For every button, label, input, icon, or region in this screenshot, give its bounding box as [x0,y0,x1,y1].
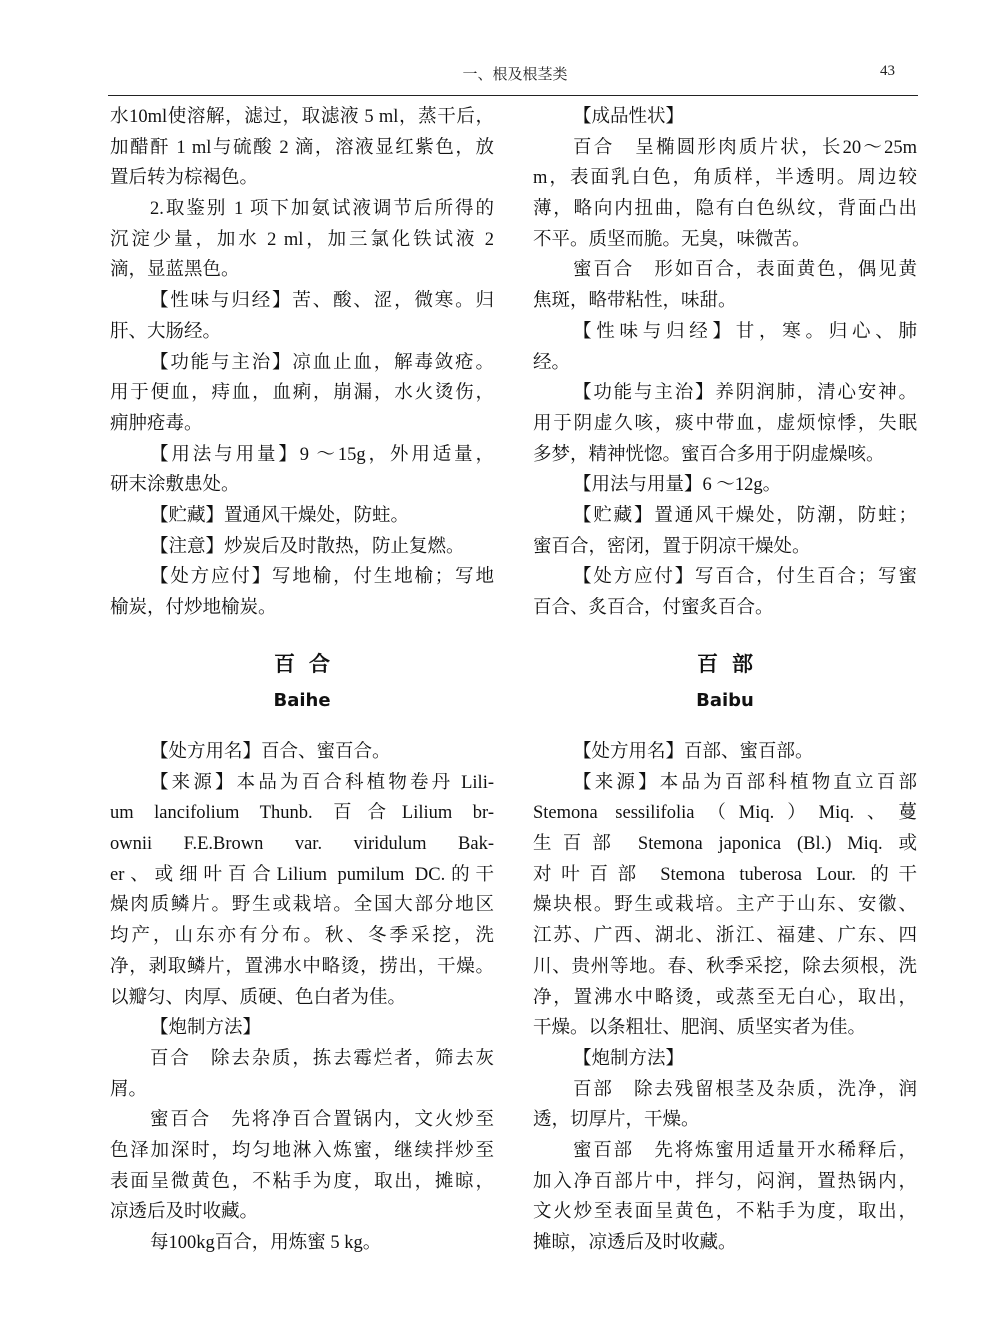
text-line: 净，剥取鳞片，置沸水中略烫，捞出，干燥。 [110,956,494,977]
text-line: 燥肉质鳞片。野生或栽培。全国大部分地区 [110,895,494,916]
paragraph [533,378,917,470]
paragraph [110,1044,494,1105]
paragraph [110,768,494,1014]
text-line: 加入净百部片中，拌匀，闷润，置热锅内， [533,1171,917,1192]
text-line: 肝、大肠经。 [110,321,222,342]
text-line: 【注意】炒炭后及时散热，防止复燃。 [150,536,465,557]
text-line: 【来源】本品为百合科植物卷丹 Lili- [150,772,494,793]
paragraph [110,737,494,768]
text-line: 用于便血，痔血，血痢，崩漏，水火烫伤， [110,383,494,404]
text-line: 摊晾，凉透后及时收藏。 [533,1233,737,1253]
text-line: 沉淀少量，加水 2 ml，加三氯化铁试液 2 [110,229,494,250]
paragraph [533,470,917,501]
text-line: 加醋酐 1 ml与硫酸 2 滴，溶液显红紫色，放 [110,137,494,158]
paragraph [110,348,494,440]
text-line: er、或细叶百合Lilium pumilum DC.的干 [110,864,494,885]
paragraph [110,1105,494,1228]
text-line: 百合 除去杂质，拣去霉烂者，筛去灰 [150,1048,494,1069]
text-line: m，表面乳白色，角质样，半透明。周边较 [533,168,917,189]
paragraph [533,255,917,316]
text-line: 【处方用名】百合、蜜百合。 [150,742,391,762]
paragraph [110,194,494,286]
text-line: 以瓣匀、肉厚、质硬、色白者为佳。 [110,987,407,1008]
text-line: 江苏、广西、湖北、浙江、福建、广东、四 [533,926,917,947]
paragraph [110,562,494,623]
entry-pinyin-baibu: Baibu [696,690,754,711]
text-line: 滴，显蓝黑色。 [110,260,240,281]
paragraph [533,737,917,768]
text-line: 每100kg百合，用炼蜜 5 kg。 [150,1233,382,1253]
text-line: 【成品性状】 [573,107,685,127]
paragraph [110,440,494,501]
header-rule [108,95,918,96]
text-line: 【性味与归经】苦、酸、涩，微寒。归 [150,291,494,312]
text-line: 经。 [533,352,571,373]
text-line: 蜜百合 先将净百合置锅内，文火炒至 [150,1110,494,1131]
text-line: 榆炭，付炒地榆炭。 [110,598,277,618]
paragraph [533,501,917,562]
paragraph [533,562,917,623]
paragraph [533,768,917,1044]
entry-title-baibu: 百部 [697,652,767,676]
text-line: 生百部 Stemona japonica (Bl.) Miq. 或 [533,834,917,855]
text-line: um lancifolium Thunb. 百合Lilium br- [110,803,494,824]
text-line: 文火炒至表面呈黄色，不粘手为度，取出， [533,1202,917,1223]
paragraph [533,133,917,256]
text-line: 不平。质坚而脆。无臭，味微苦。 [533,229,811,250]
paragraph [110,1013,494,1044]
text-line: 研末涂敷患处。 [110,475,240,496]
paragraph [533,1136,917,1259]
left-column-bottom [110,737,494,1259]
text-line: 【炮制方法】 [150,1018,262,1039]
text-line: 【处方应付】写地榆，付生地榆；写地 [150,567,494,588]
text-line: 用于阴虚久咳，痰中带血，虚烦惊悸，失眠 [533,413,917,434]
text-line: 百部 除去残留根茎及杂质，洗净，润 [573,1079,917,1100]
text-line: 【用法与用量】9 ～15g，外用适量， [150,444,494,465]
text-line: 焦斑，略带粘性，味甜。 [533,291,737,312]
paragraph [110,532,494,563]
text-line: 均产，山东亦有分布。秋、冬季采挖，洗 [110,926,494,947]
text-line: 【处方应付】写百合，付生百合；写蜜 [573,567,917,588]
text-line: 凉透后及时收藏。 [110,1202,259,1223]
paragraph [533,1075,917,1136]
text-line: 屑。 [110,1079,148,1100]
text-line: 百合、炙百合，付蜜炙百合。 [533,598,774,618]
text-line: 多梦，精神恍惚。蜜百合多用于阴虚燥咳。 [533,444,885,465]
paragraph [110,102,494,194]
text-line: 干燥。以条粗壮、肥润、质坚实者为佳。 [533,1018,867,1039]
text-line: 燥块根。野生或栽培。主产于山东、安徽、 [533,895,917,916]
text-line: 表面呈微黄色，不粘手为度，取出，摊晾， [110,1171,494,1192]
text-line: 【贮藏】置通风干燥处，防潮，防蛀； [573,505,917,526]
text-line: 【用法与用量】6 ～12g。 [573,475,782,496]
entry-title-baihe: 百合 [274,652,344,676]
text-line: 【处方用名】百部、蜜百部。 [573,742,814,762]
text-line: 水10ml使溶解，滤过，取滤液 5 ml，蒸干后， [110,107,494,127]
text-line: ownii F.E.Brown var. viridulum Bak- [110,834,494,855]
paragraph [110,286,494,347]
paragraph [110,1228,494,1259]
paragraph [533,102,917,133]
text-line: Stemona sessilifolia（Miq.）Miq.、蔓 [533,803,917,824]
left-column-top [110,102,494,624]
text-line: 【性味与归经】甘，寒。归心、肺 [573,321,917,342]
text-line: 对叶百部 Stemona tuberosa Lour. 的干 [533,864,917,885]
text-line: 蜜百合，密闭，置于阴凉干燥处。 [533,536,811,557]
text-line: 薄，略向内扭曲，隐有白色纵纹，背面凸出 [533,199,917,220]
paragraph [533,317,917,378]
right-column-bottom [533,737,917,1259]
text-line: 净，置沸水中略烫，或蒸至无白心，取出， [533,987,917,1008]
text-line: 【功能与主治】养阴润肺，清心安神。 [573,383,917,404]
paragraph [110,501,494,532]
text-line: 蜜百部 先将炼蜜用适量开水稀释后， [573,1140,917,1161]
text-line: 【贮藏】置通风干燥处，防蛀。 [150,505,410,526]
paragraph [533,1044,917,1075]
right-column-top [533,102,917,624]
entry-pinyin-baihe: Baihe [273,690,331,711]
text-line: 色泽加深时，均匀地淋入炼蜜，继续拌炒至 [110,1140,494,1161]
text-line: 川、贵州等地。春、秋季采挖，除去须根，洗 [533,956,917,977]
text-line: 痈肿疮毒。 [110,413,203,434]
text-line: 【来源】本品为百部科植物直立百部 [573,772,917,793]
text-line: 透，切厚片，干燥。 [533,1110,700,1131]
text-line: 置后转为棕褐色。 [110,168,259,189]
page-number: 43 [880,63,895,79]
text-line: 【炮制方法】 [573,1048,685,1069]
text-line: 蜜百合 形如百合，表面黄色，偶见黄 [573,260,917,281]
text-line: 【功能与主治】凉血止血，解毒敛疮。 [150,352,494,373]
text-line: 百合 呈椭圆形肉质片状，长20～25m [573,137,917,158]
running-header-title: 一、根及根茎类 [462,67,568,83]
text-line: 2.取鉴别 1 项下加氨试液调节后所得的 [150,199,494,220]
